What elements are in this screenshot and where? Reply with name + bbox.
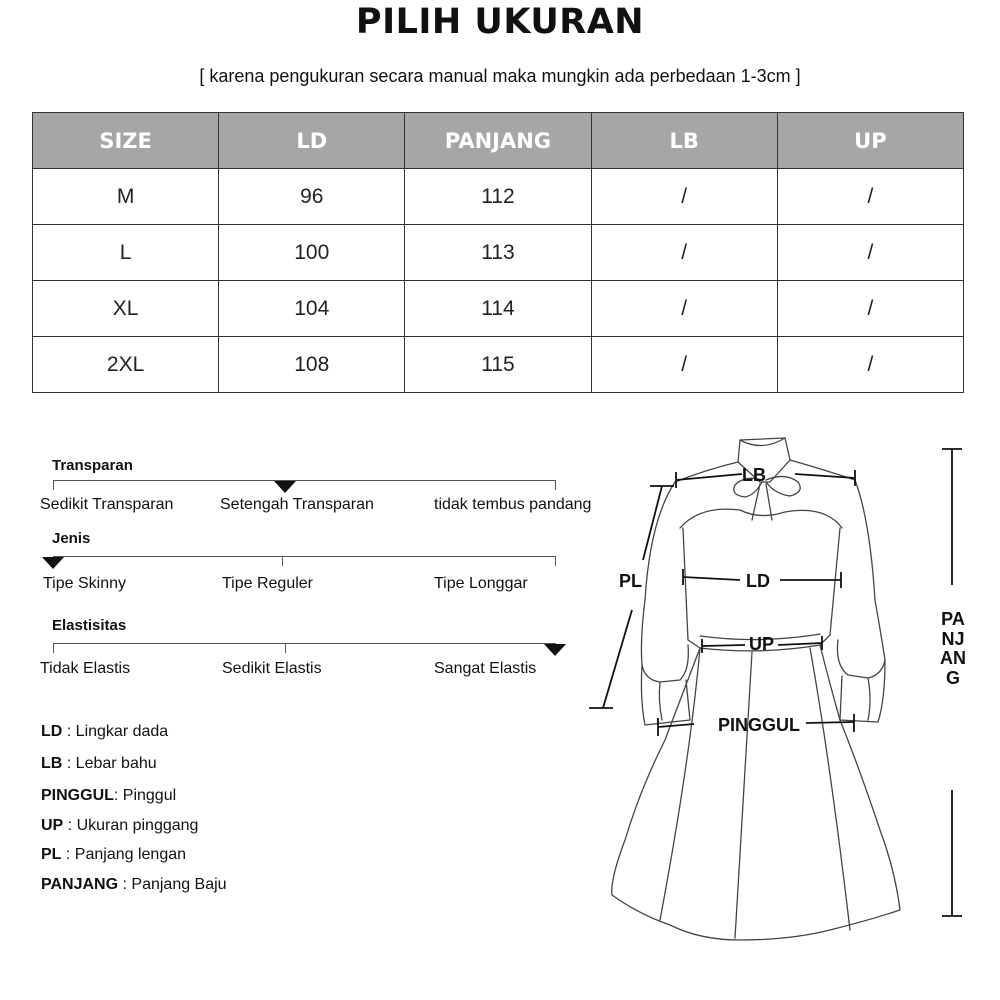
legend-desc: Panjang Baju: [131, 876, 227, 893]
scale-line: [53, 556, 556, 557]
cell-panjang: 112: [405, 169, 591, 225]
scale-label: Setengah Transparan: [220, 496, 374, 513]
header-up: UP: [777, 113, 963, 169]
label-up: UP: [749, 634, 775, 654]
cell-ld: 96: [219, 169, 405, 225]
scale-line: [53, 480, 556, 481]
cell-ld: 108: [219, 337, 405, 393]
scale-label: Tidak Elastis: [40, 660, 131, 677]
dress-illustration: [580, 420, 1000, 980]
legend-desc: Ukuran pinggang: [76, 817, 199, 834]
legend-item: [41, 876, 227, 894]
legend-key: PANJANG: [41, 876, 119, 893]
scale-transparan: [40, 455, 620, 525]
legend-item: [41, 846, 186, 864]
size-table: [32, 112, 964, 393]
cell-lb: /: [591, 337, 777, 393]
legend-separator: :: [61, 846, 75, 863]
legend-item: [41, 755, 157, 773]
scale-tick: [53, 643, 54, 653]
measurement-lines: [589, 449, 962, 916]
table-row: [33, 337, 964, 393]
legend-item: [41, 787, 176, 805]
cell-lb: /: [591, 169, 777, 225]
cell-up: /: [777, 225, 963, 281]
table-row: [33, 169, 964, 225]
cell-lb: /: [591, 281, 777, 337]
cell-size: M: [33, 169, 219, 225]
scale-elastisitas: [40, 617, 620, 687]
scale-label: Sangat Elastis: [434, 660, 537, 677]
scale-jenis: [40, 530, 620, 600]
legend-separator: :: [63, 817, 77, 834]
legend-desc: Panjang lengan: [74, 846, 187, 863]
legend-separator: :: [62, 755, 76, 772]
cell-panjang: 114: [405, 281, 591, 337]
scale-title: Elastisitas: [52, 617, 127, 634]
cell-size: XL: [33, 281, 219, 337]
scale-marker: [42, 557, 64, 569]
scale-title: Transparan: [52, 457, 133, 474]
dress-measurement-diagram: [580, 420, 1000, 980]
cell-ld: 100: [219, 225, 405, 281]
scale-tick: [285, 643, 286, 653]
cell-up: /: [777, 337, 963, 393]
cell-size: 2XL: [33, 337, 219, 393]
label-panjang: PANJANG: [940, 609, 966, 688]
legend-key: LD: [41, 723, 63, 740]
page-subtitle: [ karena pengukuran secara manual maka mungkin ada perbedaan 1-3cm ]: [199, 66, 801, 86]
legend-item: [41, 817, 198, 835]
cell-lb: /: [591, 225, 777, 281]
scale-label: Sedikit Transparan: [40, 496, 174, 513]
scale-tick: [53, 480, 54, 490]
legend-separator: :: [62, 723, 76, 740]
scale-label: Sedikit Elastis: [222, 660, 322, 677]
scale-label: tidak tembus pandang: [434, 496, 592, 513]
scale-tick: [282, 556, 283, 566]
size-table-header-row: [33, 113, 964, 169]
label-pinggul: PINGGUL: [718, 715, 801, 735]
header-lb: LB: [591, 113, 777, 169]
legend-key: LB: [41, 755, 63, 772]
header-panjang: PANJANG: [405, 113, 591, 169]
header-size: SIZE: [33, 113, 219, 169]
scale-tick: [555, 480, 556, 490]
cell-size: L: [33, 225, 219, 281]
scale-tick: [555, 556, 556, 566]
cell-up: /: [777, 169, 963, 225]
scale-marker: [274, 481, 296, 493]
legend-key: PINGGUL: [41, 787, 114, 804]
legend-key: PL: [41, 846, 62, 863]
table-row: [33, 225, 964, 281]
label-lb: LB: [742, 465, 766, 485]
legend-desc: Lebar bahu: [75, 755, 157, 772]
scale-line: [53, 643, 556, 644]
page-title: PILIH UKURAN: [355, 2, 645, 42]
cell-ld: 104: [219, 281, 405, 337]
scale-marker: [544, 644, 566, 656]
cell-panjang: 113: [405, 225, 591, 281]
scale-label: Tipe Reguler: [222, 575, 314, 592]
table-row: [33, 281, 964, 337]
scale-title: Jenis: [52, 530, 91, 547]
label-ld: LD: [746, 571, 770, 591]
header-ld: LD: [219, 113, 405, 169]
scale-label: Tipe Skinny: [43, 575, 126, 592]
legend-desc: Pinggul: [122, 787, 177, 804]
legend-separator: :: [113, 787, 123, 804]
label-pl: PL: [619, 571, 643, 591]
legend-key: UP: [41, 817, 64, 834]
scale-label: Tipe Longgar: [434, 575, 528, 592]
cell-up: /: [777, 281, 963, 337]
legend-item: [41, 723, 168, 741]
legend-separator: :: [118, 876, 132, 893]
legend-desc: Lingkar dada: [75, 723, 169, 740]
cell-panjang: 115: [405, 337, 591, 393]
